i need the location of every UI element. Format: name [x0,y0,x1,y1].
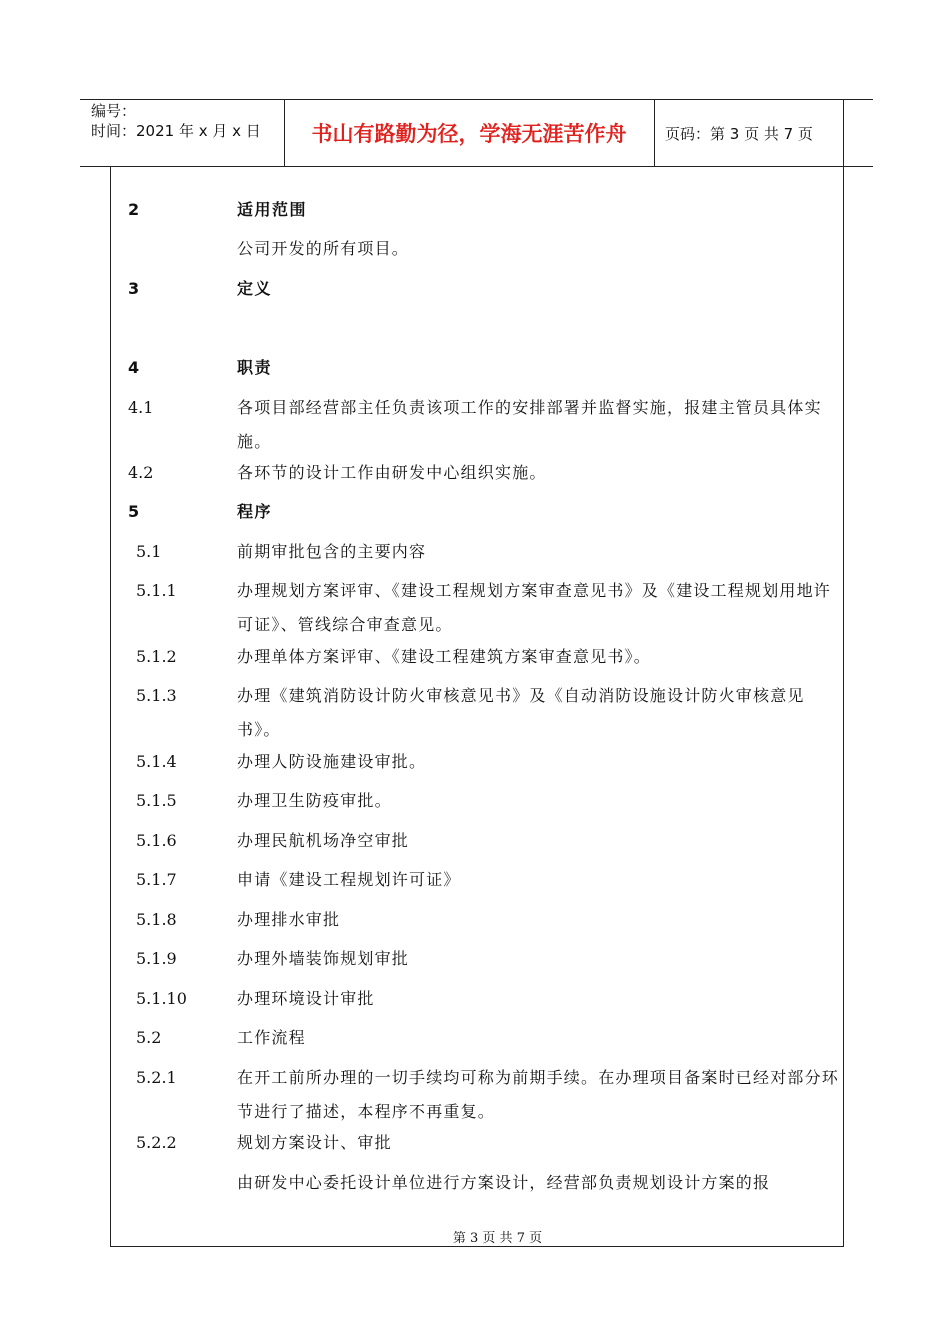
section-number: 5.1.1 [136,581,177,600]
section-text: 办理外墙装饰规划审批 [237,949,410,968]
section-text: 办理卫生防疫审批。 [237,791,392,810]
bottom-border [110,1246,844,1247]
number-label: 编号： [91,102,137,120]
section-number: 5.1 [136,542,162,561]
section-number: 5 [128,502,140,521]
section-text: 办理排水审批 [237,910,341,929]
section-text: 在开工前所办理的一切手续均可称为前期手续。在办理项目备案时已经对部分环节进行了描述，本程序不再重复。 [237,1068,840,1121]
section-heading: 定义 [237,279,273,298]
section-number: 5.2 [136,1028,162,1047]
section-number: 5.1.6 [136,831,177,850]
section-text: 工作流程 [237,1028,306,1047]
section-number: 5.1.5 [136,791,177,810]
page-footer: 第 3 页 共 7 页 [452,1231,543,1246]
section-heading: 程序 [237,502,273,521]
section-number: 4.1 [128,398,154,417]
section-number: 4.2 [128,463,154,482]
header-meta [91,101,281,141]
section-text: 由研发中心委托设计单位进行方案设计，经营部负责规划设计方案的报 [237,1173,771,1192]
section-text: 办理人防设施建设审批。 [237,752,427,771]
section-text: 前期审批包含的主要内容 [237,542,427,561]
section-number: 5.2.2 [136,1133,177,1152]
section-number: 4 [128,358,140,377]
section-number: 5.1.3 [136,686,177,705]
section-number: 2 [128,200,140,219]
section-number: 5.1.7 [136,870,177,889]
section-heading: 适用范围 [237,200,308,219]
section-text: 办理规划方案评审、《建设工程规划方案审查意见书》及《建设工程规划用地许可证》、管线综合审查意见。 [237,581,832,634]
section-number: 5.1.10 [136,989,187,1008]
section-number: 5.1.8 [136,910,177,929]
section-number: 5.1.2 [136,647,177,666]
section-text: 公司开发的所有项目。 [237,239,410,258]
section-number: 3 [128,279,140,298]
section-heading: 职责 [237,358,273,377]
header-bottom-border [80,166,873,167]
section-text: 各环节的设计工作由研发中心组织实施。 [237,463,547,482]
section-text: 办理民航机场净空审批 [237,831,410,850]
header-divider-2 [654,99,655,166]
left-border [110,166,111,1246]
section-text: 规划方案设计、审批 [237,1133,392,1152]
header-page-number: 页码：第 3 页 共 7 页 [665,124,813,143]
section-number: 5.2.1 [136,1068,177,1087]
header-motto: 书山有路勤为径，学海无涯苦作舟 [311,122,627,146]
date-label: 时间：2021 年 x 月 x 日 [91,122,261,140]
section-text: 办理环境设计审批 [237,989,375,1008]
section-number: 5.1.4 [136,752,177,771]
section-text: 办理《建筑消防设计防火审核意见书》及《自动消防设施设计防火审核意见书》。 [237,686,805,739]
section-text: 各项目部经营部主任负责该项工作的安排部署并监督实施，报建主管员具体实施。 [237,398,822,451]
section-number: 5.1.9 [136,949,177,968]
section-text: 办理单体方案评审、《建设工程建筑方案审查意见书》。 [237,647,652,666]
section-text: 申请《建设工程规划许可证》 [237,870,461,889]
